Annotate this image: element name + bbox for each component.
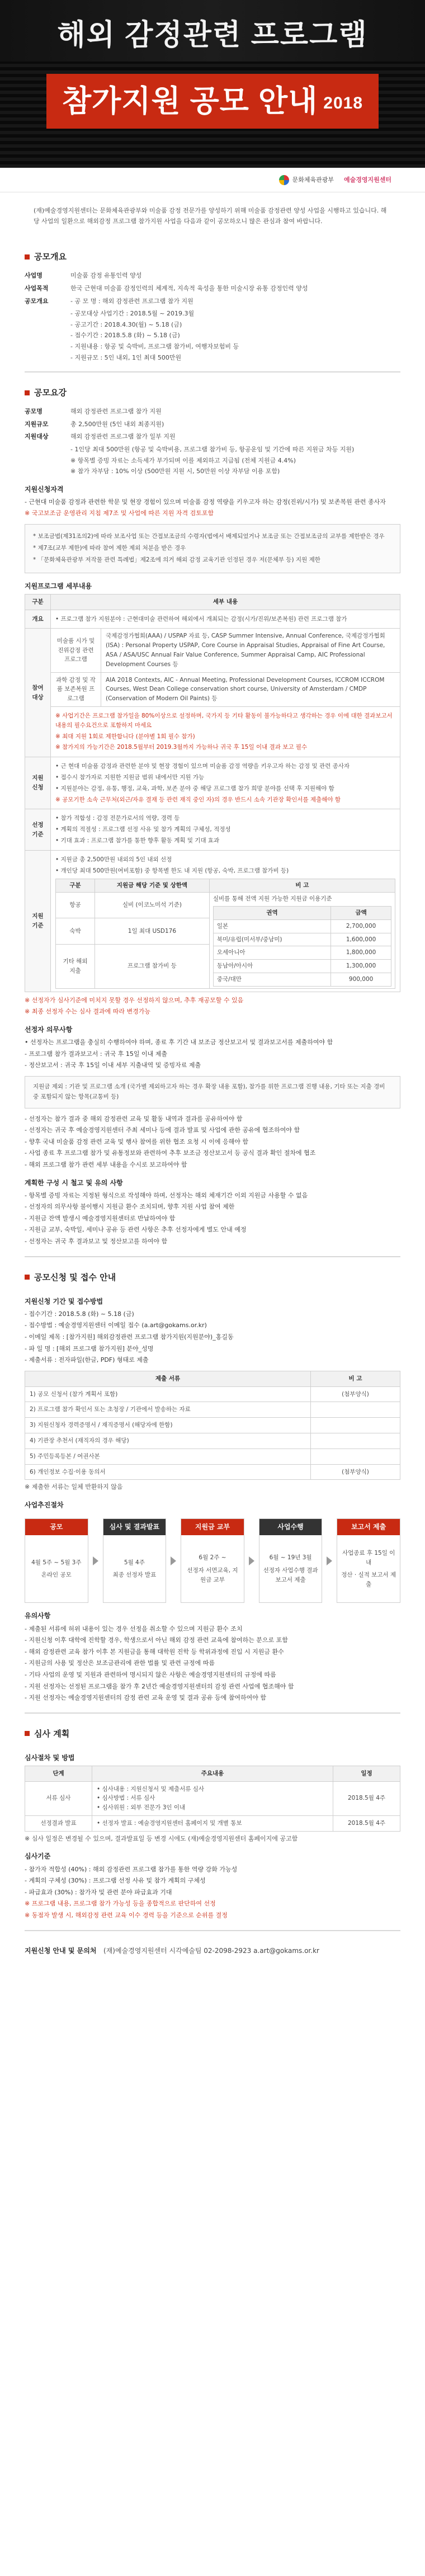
target-detail: ※ 항목별 증빙 자료는 소득세가 부가되며 이를 제외하고 지급됨 (전체 지원금 4.4%): [70, 456, 296, 464]
overview-detail: - 지원내용 : 항공 및 숙박비, 프로그램 참가비, 여행자보험비 등: [70, 342, 239, 350]
section-square-icon: [25, 1731, 30, 1736]
extra-cell: [51, 706, 400, 757]
info-row: [25, 284, 400, 294]
table-cell: 오세아니아: [213, 946, 330, 960]
overview-detail: - 공고기간 : 2018.4.30(월) ~ 5.18 (금): [70, 320, 182, 328]
review-detail: • 심사내용 : 지원신청서 및 제출서류 심사: [97, 1785, 205, 1792]
notice-item: - 지원 선정자는 선정된 프로그램을 참가 후 2년간 예술경영지원센터의 감정 관련 사업에 협조해야 함: [25, 1682, 294, 1690]
extra-item: ※ 사업기간은 프로그램 참가일을 80%이상으로 설정하며, 국가지 등 기타 활동이 불가능하다고 생각하는 경우 이에 대한 결과보고서 내용의 필수요건으로 포함하지 마세요: [55, 712, 393, 729]
documents-table: [25, 1371, 400, 1480]
flow-step-line: 5월 4주: [124, 1559, 145, 1566]
table-cell: 동남아/아시아: [213, 960, 330, 973]
table-cell: 숙박: [56, 918, 95, 944]
qualification-heading: 지원신청자격: [25, 485, 64, 493]
table-cell: (첨부양식): [311, 1386, 400, 1402]
flow-step-body: [25, 1535, 88, 1602]
method-item: - 이메일 제목 : [참가지원] 해외감정관련 프로그램 참가지원(지원분야)_홍길동: [25, 1333, 234, 1341]
plan-item: - 지원금 잔액 발생시 예술경영지원센터로 반납하여야 함: [25, 1214, 176, 1222]
table-row: [213, 946, 391, 960]
table-cell: 2018.5월 4주: [333, 1816, 400, 1832]
banner-year: 2018: [323, 93, 363, 112]
example-label: 미술품 시가 및 진위감정 관련프로그램: [51, 629, 101, 672]
method-heading: 지원신청 기간 및 접수방법: [25, 1297, 103, 1305]
selection-cell: [51, 809, 400, 850]
notice-item: - 지원신청 이후 대학에 진학할 경우, 학생으로서 아닌 해외 감정 관련 교육에 참여하는 분으로 포함: [25, 1636, 288, 1644]
table-cell: 북미/유럽(미서부/중남미): [213, 933, 330, 946]
table-header: 비 고: [311, 1371, 400, 1386]
review-procedure-heading: 심사절차 및 방법: [25, 1753, 75, 1762]
qualification-item: ※ 국고보조금 운영관리 지침 제7조 및 사업에 따른 지원 자격 검토포함: [25, 509, 214, 517]
notice-item: - 지원 선정자는 예술경영지원센터의 감정 관련 교육 운영 및 결과 공유 등에 참여하여야 함: [25, 1694, 266, 1702]
info-row: [25, 432, 400, 442]
table-cell: 1,600,000: [331, 933, 391, 946]
table-header: 제출 서류: [25, 1371, 311, 1386]
table-cell: [311, 1418, 400, 1433]
info-row: [25, 407, 400, 417]
section-review: [0, 1717, 425, 1930]
review-detail: • 심사위원 : 외부 전문가 3인 이내: [97, 1804, 186, 1811]
row-label: 참여 대상: [25, 629, 51, 757]
table-cell: 6) 개인정보 수집·이용 동의서: [25, 1464, 311, 1480]
extra-item: ※ 참가지의 가능기간은 2018.5월부터 2019.3월까지 가능하나 귀국 후 15일 이내 결과 보고 필수: [55, 744, 308, 751]
info-value: 총 2,500만원 (5인 내외 최종지원): [70, 420, 164, 428]
table-row: [25, 1433, 400, 1449]
support-cell: [51, 850, 400, 992]
regions-cell: [209, 893, 395, 989]
flow-arrow-icon: [93, 1556, 98, 1565]
table-cell: 일본: [213, 919, 330, 933]
row-label: 개요: [25, 610, 51, 629]
overview-detail: - 공모대상 사업기간 : 2018.5월 ~ 2019.3월: [70, 310, 195, 318]
target-detail: ※ 참가 자부담 : 10% 이상 (500만원 지원 시, 50만원 이상 자부담 이용 포함): [70, 468, 280, 475]
table-cell: [92, 1816, 333, 1832]
table-cell: 2018.5월 4주: [333, 1781, 400, 1815]
after-table-note: ※ 최종 선정자 수는 심사 결과에 따라 변경가능: [25, 1008, 150, 1016]
process-item: • 지원분야는 감정, 유통, 행정, 교육, 과학, 보존 분야 중 해당 프로그램 참가 희망 분야를 선택 후 지원해야 함: [55, 785, 334, 792]
contact-label: 지원신청 안내 및 문의처: [25, 1946, 97, 1955]
example-value: 국제감정가협회(AAA) / USPAP 자료 등, CASP Summer Intensive, Annual Conference, 국제감정가협회(ISA) : Personal Property USPAP, Core Course in Appraisal Studies, Appraisal of Fine Art Course, ASA / ASA/USC Annual Fair Value Conference, Summer Appraisal Camp, AIC Professional Development Courses 등: [101, 629, 400, 672]
duty-item: - 프로그램 참가 결과보고서 : 귀국 후 15일 이내 제출: [25, 1050, 168, 1058]
duty-note: 지원금 제외 : 기관 및 프로그램 소개 (국가별 제외하고자 하는 경우 확장 내용 포함), 참가를 위한 프로그램 진행 내용, 기타 또는 지출 경비 중 포함되지 않는 항목(교통비 등): [25, 1076, 400, 1108]
intro-text: (재)예술경영지원센터는 문화체육관광부와 미술품 감정 전문가를 양성하기 위해 미술품 감정관련 양성 사업을 시행하고 있습니다. 해당 사업의 일환으로 해외감정 프로그램 참가지원 사업을 다음과 같이 공모하오니 많은 관심과 참여 바랍니다.: [34, 207, 387, 225]
review-table: [25, 1766, 400, 1832]
info-row: [25, 419, 400, 430]
method-item: - 파 일 명 : [해외 프로그램 참가지원] 분야_성명: [25, 1344, 154, 1352]
table-cell: 기타 해외 지출: [56, 944, 95, 988]
flow-step-line: 사업종료 후 15일 이내: [342, 1549, 395, 1566]
section-guidelines: [0, 376, 425, 1256]
notice-item: - 기타 사업의 운영 및 지원과 관련하여 명시되지 않은 사항은 예술경영지원센터의 규정에 따름: [25, 1671, 276, 1678]
banner-title-line2: 참가지원 공모 안내 2018: [46, 74, 379, 129]
flow-step: [181, 1518, 244, 1603]
example-value: AIA 2018 Contexts, AIC - Annual Meeting, Professional Development Courses, ICCROM ICCROM Courses, West Dean College conservation short course, University of Amsterdam / CMDP (Conservation of Modern Oil Paints) 등: [101, 672, 400, 706]
banner-title-line1: 해외 감정관련 프로그램: [57, 19, 368, 51]
table-cell: 실비 (이코노미석 기준): [95, 893, 210, 918]
flow-step-title: 심사 및 결과발표: [103, 1519, 166, 1535]
target-detail: - 1인당 최대 500만원 (항공 및 숙박비용, 프로그램 참가비 등, 항공운임 및 기간에 따른 지원금 차등 지원): [70, 445, 355, 453]
review-note: ※ 심사 일정은 변경될 수 있으며, 결과발표일 등 변경 시에도 (재)예술경영지원센터 홈페이지에 공고함: [25, 1834, 298, 1842]
ministry-emblem-icon: [279, 175, 289, 185]
plan-item: - 지원금 교부, 숙박일, 세미나 공유 등 관련 사항은 추후 선정자에게 별도 안내 예정: [25, 1226, 247, 1234]
info-value: 해외 감정관련 프로그램 참가 지원: [70, 408, 162, 416]
table-row: [213, 919, 391, 933]
table-cell: [92, 1781, 333, 1815]
notice-heading: 유의사항: [25, 1612, 51, 1620]
selection-item: • 계획의 적절성 : 프로그램 선정 사유 및 참가 계획의 구체성, 적정성: [55, 826, 231, 833]
row-label: 선정 기준: [25, 809, 51, 850]
section-title: 심사 계획: [34, 1728, 70, 1739]
review-detail: • 선정자 발표 : 예술경영지원센터 홈페이지 및 개별 통보: [97, 1820, 242, 1827]
table-cell: 2,700,000: [331, 919, 391, 933]
regions-table: [213, 906, 391, 987]
info-label: 공모개요: [25, 297, 49, 305]
duty-more-item: - 선정자는 귀국 후 예술경영지원센터 주최 세미나 등에 결과 발표 및 사업에 관한 공유에 협조하여야 함: [25, 1126, 300, 1134]
table-cell: (첨부양식): [311, 1464, 400, 1480]
flow-step: [25, 1518, 88, 1603]
table-cell: 1) 공모 신청서 (참가 계획서 포함): [25, 1386, 311, 1402]
flow-step-body: [103, 1535, 166, 1602]
poster-banner: [0, 0, 425, 168]
qualification-item: - 근현대 미술품 감정과 관련한 학문 및 현장 경험이 있으며 미술품 감정 역량을 키우고자 하는 감정(진위/시가) 및 보존복원 관련 종사자: [25, 498, 386, 506]
table-row: [25, 1449, 400, 1464]
plan-heading: 계획한 구성 시 철고 및 유의 사항: [25, 1178, 123, 1187]
process-item: • 접수시 참가자로 지원한 지원금 범위 내에서만 지원 가능: [55, 773, 205, 781]
flow-step-body: [337, 1535, 400, 1602]
logo-bar: [0, 168, 425, 192]
table-cell: [311, 1402, 400, 1418]
flow-step-body: [181, 1535, 244, 1602]
duty-heading: 선정자 의무사항: [25, 1025, 73, 1034]
table-header: 비 고: [209, 879, 395, 893]
info-value: 미술품 감정 유통인력 양성: [70, 272, 142, 280]
criteria-item: - 계획의 구체성 (30%) : 프로그램 선정 사유 및 참가 계획의 구체성: [25, 1877, 206, 1885]
process-item: ※ 공모기한 소속 근무처(외근/자유 결재 등 관련 재직 중인 자)의 경우 반드시 소속 기관장 확인서를 제출해야 함: [55, 796, 341, 803]
table-row: [25, 1386, 400, 1402]
table-row: [25, 1781, 400, 1815]
info-value: 한국 근현대 미술품 감정인력의 체계적, 지속적 육성을 통한 미술시장 유통 감정인력 양성: [70, 284, 308, 292]
section-divider: [25, 1930, 400, 1931]
table-cell: 1일 최대 USD176: [95, 918, 210, 944]
table-cell: 900,000: [331, 973, 391, 986]
info-label: 사업명: [25, 272, 42, 280]
criteria-item: - 참가자 적합성 (40%) : 해외 감정관련 프로그램 참가를 통한 역량 강화 가능성: [25, 1865, 238, 1873]
table-row: [25, 1464, 400, 1480]
overview-item: • 프로그램 참가 지원분야 : 근현대미술 관련하여 해외에서 개최되는 감정(시가/진위/보존복원) 관련 프로그램 참가: [55, 615, 347, 622]
contact-info: [0, 1935, 425, 1973]
table-cell: 1,300,000: [331, 960, 391, 973]
notice-item: - 제출된 서류에 허위 내용이 있는 경우 선정을 취소할 수 있으며 지원금 환수 조치: [25, 1625, 243, 1633]
table-cell: 3) 지원신청자 경력증명서 / 재직증명서 (해당자에 한함): [25, 1418, 311, 1433]
flow-step-line: 선정자 서면교육, 지원금 교부: [187, 1567, 238, 1583]
table-header: 지원금 해당 기준 및 상한액: [95, 879, 210, 893]
duty-more-item: - 향후 국내 미술품 감정 관련 교육 및 행사 참여를 위한 협조 요청 시 이에 응해야 함: [25, 1138, 248, 1145]
criteria-item: ※ 동점자 발생 시, 해외감정 관련 교육 이수 경력 등을 기준으로 순위를 결정: [25, 1912, 228, 1919]
flow-step-title: 보고서 제출: [337, 1519, 400, 1535]
row-label: 지원 기준: [25, 850, 51, 992]
flow-heading: 사업추진절차: [25, 1501, 64, 1509]
table-cell: 선정결과 발표: [25, 1816, 92, 1832]
documents-note: ※ 제출한 서류는 일체 반환하지 않음: [25, 1483, 123, 1491]
center-logo: 예술경영지원센터: [343, 176, 391, 183]
section-square-icon: [25, 1275, 30, 1280]
flow-step-title: 지원금 교부: [181, 1519, 244, 1535]
info-label: 공모명: [25, 408, 42, 416]
table-header: 단계: [25, 1766, 92, 1781]
table-cell: 중국/대만: [213, 973, 330, 986]
table-header: 일정: [333, 1766, 400, 1781]
note-item: * 「문화체육관광부 저작물 관련 특례법」제2조에 의거 해외 감정 교육기관 인정된 경우 저(문체부 등) 지원 제한: [33, 556, 320, 563]
selection-item: • 참가 적합성 : 감정 전문가로서의 역량, 경력 등: [55, 815, 180, 822]
support-item: • 개인당 최대 500만원(여비포함) 중 항목별 한도 내 지원 (항공, 숙박, 프로그램 참가비 등): [55, 867, 289, 874]
overview-cell: [51, 610, 400, 629]
section-title: 공모신청 및 접수 안내: [34, 1272, 116, 1282]
support-item: • 지원금 총 2,500만원 내외의 5인 내외 선정: [55, 856, 172, 863]
flow-step: [337, 1518, 400, 1603]
flow-step: [103, 1518, 167, 1603]
section-square-icon: [25, 254, 30, 260]
review-detail: • 심사방법 : 서류 심사: [97, 1795, 155, 1802]
section-square-icon: [25, 390, 30, 395]
flow-step-line: 온라인 공모: [41, 1572, 72, 1579]
table-cell: 항공: [56, 893, 95, 918]
notice-item: - 지원금의 사용 및 정산은 보조금관리에 관한 법률 및 관련 규정에 따름: [25, 1659, 215, 1667]
table-cell: [311, 1433, 400, 1449]
flow-arrow-icon: [249, 1556, 254, 1565]
process-flow: [25, 1518, 400, 1603]
exclusion-note: [25, 524, 400, 573]
program-heading: 지원프로그램 세부내용: [25, 582, 92, 590]
section-divider: [25, 371, 400, 372]
after-table-note: ※ 선정자가 심사기준에 미치지 못할 경우 선정하지 않으며, 추후 재공모할 수 있음: [25, 996, 244, 1004]
flow-step-body: [259, 1535, 322, 1602]
method-item: - 접수방법 : 예술경영지원센터 이메일 접수 (a.art@gokams.or.kr): [25, 1322, 207, 1329]
plan-item: - 선정자는 귀국 후 결과보고 및 정산보고를 하여야 함: [25, 1238, 168, 1245]
flow-step-title: 사업수행: [259, 1519, 322, 1535]
example-label: 과학 감정 및 작품 보존복원 프로그램: [51, 672, 101, 706]
note-item: * 보조금법(제31조의2)에 따라 보조사업 또는 간접보조금의 수령자(법에서 배제되었거나 보조금 또는 간접보조금의 교부를 제한받은 경우: [33, 533, 385, 540]
criteria-heading: 심사기준: [25, 1852, 51, 1861]
process-cell: [51, 757, 400, 809]
criteria-item: - 파급효과 (30%) : 참가자 및 관련 분야 파급효과 기대: [25, 1888, 172, 1896]
flow-step: [259, 1518, 323, 1603]
plan-item: - 선정자의 의무사항 불이행시 지원금 환수 조치되며, 향후 지원 사업 참여 제한: [25, 1203, 235, 1211]
flow-step-line: 6월 ~ 19년 3월: [269, 1554, 312, 1561]
flow-arrow-icon: [171, 1556, 176, 1565]
selection-item: • 기대 효과 : 프로그램 참가를 통한 향후 활동 계획 및 기대 효과: [55, 837, 220, 844]
overview-detail: - 접수기간 : 2018.5.8 (화) ~ 5.18 (금): [70, 332, 180, 339]
info-value: 해외 감정관련 프로그램 참가 일부 지원: [70, 433, 176, 441]
flow-step-title: 공모: [25, 1519, 88, 1535]
flow-arrow-icon: [327, 1556, 332, 1565]
info-row: [25, 296, 400, 306]
table-cell: 5) 주민등록등본 / 여권사본: [25, 1449, 311, 1464]
duty-more-item: - 선정자는 참가 결과 중 해외 감정관련 교육 및 활동 내역과 결과를 공유하여야 함: [25, 1115, 243, 1122]
table-row: [25, 1418, 400, 1433]
info-label: 사업목적: [25, 284, 49, 292]
overview-detail: - 지원규모 : 5인 내외, 1인 최대 500만원: [70, 353, 182, 361]
info-value: - 공 모 명 : 해외 감정관련 프로그램 참가 지원: [70, 297, 193, 305]
table-cell: 1,800,000: [331, 946, 391, 960]
table-header: 세부 내용: [51, 594, 400, 610]
flow-step-line: 정산 · 실적 보고서 제출: [341, 1572, 396, 1588]
duty-item: - 정산보고서 : 귀국 후 15일 이내 세부 지출내역 및 증빙자료 제출: [25, 1061, 201, 1069]
note-item: * 제7조(교부 제한)에 따라 참여 제한 제외 처분을 받은 경우: [33, 544, 186, 551]
program-table: [25, 594, 400, 992]
flow-step-line: 6월 2주 ~: [199, 1554, 226, 1561]
section-divider: [25, 1712, 400, 1714]
table-cell: 서류 심사: [25, 1781, 92, 1815]
table-cell: 프로그램 참가비 등: [95, 944, 210, 988]
duty-more-item: - 사업 종료 후 프로그램 참가 및 유통정보와 관련하여 추후 보조금 정산보고서 등 공식 결과 확인 절차에 협조: [25, 1149, 316, 1157]
flow-step-line: 4월 5주 ~ 5월 3주: [31, 1559, 82, 1566]
method-item: - 접수기간 : 2018.5.8 (화) ~ 5.18 (금): [25, 1310, 134, 1318]
row-label: 지원 신청: [25, 757, 51, 809]
table-row: [213, 960, 391, 973]
info-label: 지원대상: [25, 433, 49, 441]
table-cell: 4) 기관장 추천서 (재직자의 경우 해당): [25, 1433, 311, 1449]
table-header: 주요내용: [92, 1766, 333, 1781]
info-label: 지원규모: [25, 420, 49, 428]
table-row: [213, 973, 391, 986]
table-row: [213, 906, 391, 919]
info-row: [25, 271, 400, 281]
process-item: • 근 현대 미술품 감정과 관련한 분야 및 현장 경험이 있으며 미술품 감정 역량을 키우고자 하는 감정 및 관련 종사자: [55, 763, 350, 770]
section-overview: [0, 240, 425, 371]
table-header: 구분: [25, 594, 51, 610]
plan-item: - 항목별 증빙 자료는 지정된 형식으로 작성해야 하며, 선정자는 해외 체재기간 이외 지원금 사용할 수 없음: [25, 1191, 308, 1199]
contact-value: (재)예술경영지원센터 시각예술팀 02-2098-2923 a.art@gokams.or.kr: [103, 1946, 319, 1955]
flow-step-line: 최종 선정자 발표: [112, 1572, 157, 1579]
duty-more-item: - 해외 프로그램 참가 관련 세부 내용을 수시로 보고하여야 함: [25, 1160, 187, 1168]
table-row: [213, 933, 391, 946]
flow-step-line: 선정자 사업수행 결과보고서 제출: [263, 1567, 318, 1583]
table-cell: 2) 프로그램 참가 확인서 또는 초청장 / 기관에서 발송하는 자료: [25, 1402, 311, 1418]
section-title: 공모요강: [34, 388, 67, 398]
table-row: [25, 1816, 400, 1832]
table-row: [25, 1766, 400, 1781]
criteria-item: ※ 프로그램 내용, 프로그램 참가 가능성 등을 종합적으로 판단하여 선정: [25, 1900, 216, 1908]
extra-item: ※ 최대 지원 1회로 제한합니다 (분야별 1회 필수 참가): [55, 733, 195, 740]
ministry-logo: 문화체육관광부: [279, 175, 334, 185]
table-row: [25, 1371, 400, 1386]
table-header: 금액: [331, 906, 391, 919]
table-cell: 실비를 통해 전액 지원 가능한 지원금 이용기준: [212, 895, 332, 903]
notice-item: - 해외 감정관련 교육 참가 이후 본 지원금을 통해 대학원 진학 등 학위과정에 진입 시 지원금 환수: [25, 1648, 284, 1655]
table-cell: [311, 1449, 400, 1464]
section-divider: [25, 1256, 400, 1257]
table-header: 권역: [213, 906, 330, 919]
section-title: 공모개요: [34, 252, 67, 262]
section-application: [0, 1261, 425, 1712]
table-header: 구분: [56, 879, 95, 893]
duty-item: • 선정자는 프로그램을 충실히 수행하여야 하며, 종료 후 기간 내 보조금 정산보고서 및 결과보고서를 제출하여야 함: [25, 1039, 333, 1046]
method-item: - 제출서류 : 전자파일(한글, PDF) 형태로 제출: [25, 1356, 149, 1364]
table-row: [25, 1402, 400, 1418]
support-inner-table: [55, 879, 395, 988]
